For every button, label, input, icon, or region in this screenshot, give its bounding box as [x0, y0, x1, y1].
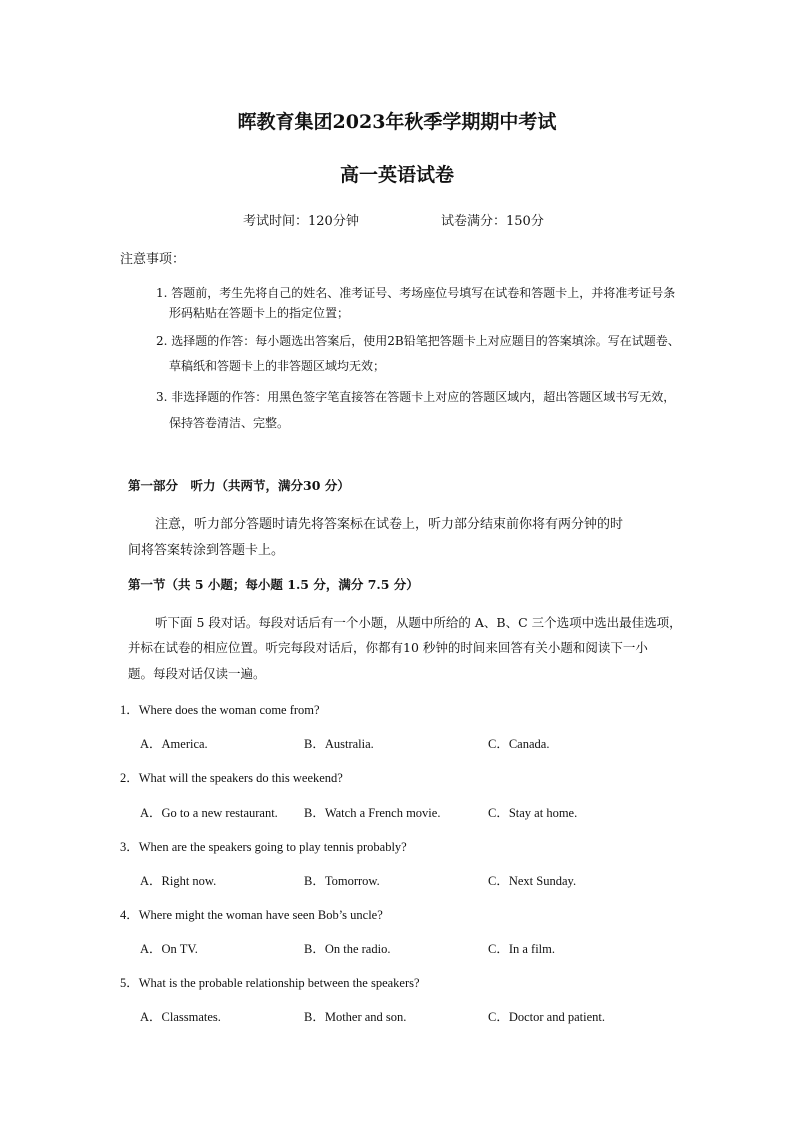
question-3-option-a: A．Right now.: [140, 874, 217, 888]
question-1-option-c: C．Canada.: [488, 737, 550, 751]
notice-item-1-line1: 1. 答题前，考生先将自己的姓名、准考证号、考场座位号填写在试卷和答题卡上，并将准考证号条: [156, 286, 676, 300]
question-1-option-b: B．Australia.: [304, 737, 374, 751]
section1-heading: 第一节（共 5 小题；每小题 1.5 分，满分 7.5 分）: [128, 577, 419, 592]
section1-intro-line2: 并标在试卷的相应位置。听完每段对话后，你都有10 秒钟的时间来回答有关小题和阅读下一小: [128, 640, 648, 655]
exam-score: 试卷满分：150分: [441, 214, 544, 229]
question-2-option-b: B．Watch a French movie.: [304, 806, 441, 820]
question-2-option-c: C．Stay at home.: [488, 806, 578, 820]
exam-subtitle: 高一英语试卷: [339, 164, 454, 186]
question-5-option-c: C．Doctor and patient.: [488, 1010, 605, 1024]
notice-item-1-line2: 形码粘贴在答题卡上的指定位置；: [169, 306, 350, 320]
question-4-option-c: C．In a film.: [488, 942, 556, 956]
question-3-option-b: B．Tomorrow.: [304, 874, 380, 888]
notice-item-2-line1: 2. 选择题的作答：每小题选出答案后，使用2B铅笔把答题卡上对应题目的答案填涂。写在试题卷、: [156, 334, 680, 348]
section1-intro-line1: 听下面 5 段对话。每段对话后有一个小题，从题中所给的 A、B、C 三个选项中选出最佳选项，: [155, 615, 682, 630]
part1-note-line2: 间将答案转涂到答题卡上。: [128, 543, 285, 558]
notice-heading: 注意事项：: [120, 252, 186, 267]
question-1: 1．Where does the woman come from?: [120, 703, 320, 717]
section1-intro-line3: 题。每段对话仅读一遍。: [128, 666, 266, 681]
question-5-option-b: B．Mother and son.: [304, 1010, 407, 1024]
question-4: 4．Where might the woman have seen Bob’s uncle?: [120, 908, 383, 922]
question-1-option-a: A．America.: [140, 737, 208, 751]
exam-time: 考试时间：120分钟: [243, 214, 359, 229]
exam-title: 晖教育集团2023年秋季学期期中考试: [237, 111, 557, 133]
question-2: 2．What will the speakers do this weekend?: [120, 771, 343, 785]
part1-note-line1: 注意，听力部分答题时请先将答案标在试卷上，听力部分结束前你将有两分钟的时: [155, 517, 624, 532]
question-5: 5．What is the probable relationship between the speakers?: [120, 976, 420, 990]
question-2-option-a: A．Go to a new restaurant.: [140, 806, 278, 820]
question-3-option-c: C．Next Sunday.: [488, 874, 577, 888]
question-4-option-b: B．On the radio.: [304, 942, 391, 956]
notice-item-3-line1: 3. 非选择题的作答：用黑色签字笔直接答在答题卡上对应的答题区域内，超出答题区域书写无效，: [156, 390, 676, 404]
part1-heading: 第一部分 听力（共两节，满分30 分）: [128, 478, 350, 493]
question-4-option-a: A．On TV.: [140, 942, 198, 956]
notice-item-2-line2: 草稿纸和答题卡上的非答题区域均无效；: [169, 359, 386, 373]
question-5-option-a: A．Classmates.: [140, 1010, 221, 1024]
question-3: 3．When are the speakers going to play tennis probably?: [120, 840, 407, 854]
notice-item-3-line2: 保持答卷清洁、完整。: [169, 416, 290, 430]
